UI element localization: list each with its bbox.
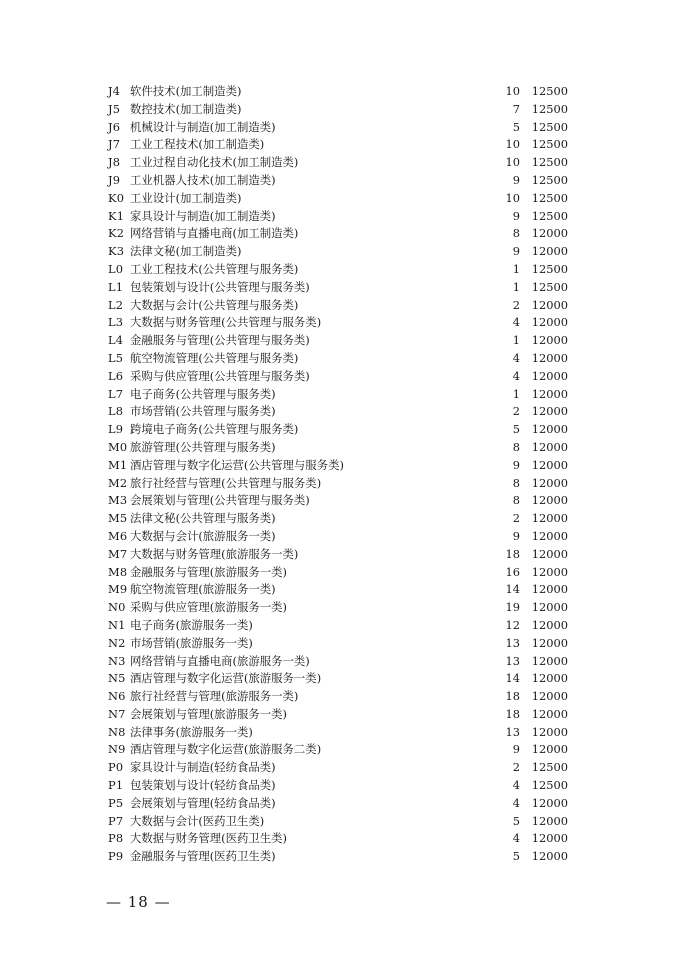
- tuition-fee: 12000: [531, 831, 568, 846]
- program-name: 软件技术(加工制造类): [130, 84, 242, 98]
- tuition-fee: 12000: [531, 511, 568, 526]
- table-row: [108, 421, 568, 439]
- tuition-fee: 12500: [531, 137, 568, 152]
- table-row: [108, 688, 568, 706]
- program-name: 大数据与会计(医药卫生类): [130, 813, 265, 828]
- program-code: J4: [108, 84, 121, 98]
- tuition-fee: 12000: [531, 315, 568, 330]
- program-code: M9: [108, 582, 128, 597]
- enrollment-count: 18: [505, 546, 520, 561]
- program-code: M3: [108, 493, 128, 508]
- table-row: [108, 528, 568, 546]
- program-name: 旅行社经营与管理(公共管理与服务类): [130, 475, 322, 490]
- table-row: [108, 386, 568, 404]
- tuition-fee: 12000: [531, 404, 568, 419]
- program-name: 工业设计(加工制造类): [130, 190, 242, 205]
- program-name: 市场营销(旅游服务一类): [130, 635, 253, 650]
- program-name: 酒店管理与数字化运营(旅游服务二类): [130, 742, 322, 757]
- enrollment-count: 18: [505, 689, 520, 704]
- table-row: [108, 136, 568, 154]
- program-name: 酒店管理与数字化运营(公共管理与服务类): [130, 457, 344, 472]
- program-code: M7: [108, 546, 128, 561]
- enrollment-count: 12: [505, 617, 520, 632]
- program-code: M6: [108, 528, 128, 543]
- table-row: [108, 492, 568, 510]
- enrollment-count: 9: [512, 244, 520, 259]
- program-code: L7: [108, 386, 124, 401]
- enrollment-count: 10: [505, 84, 520, 98]
- tuition-fee: 12500: [531, 172, 568, 187]
- tuition-fee: 12000: [531, 635, 568, 650]
- table-row: [108, 225, 568, 243]
- program-name: 会展策划与管理(轻纺食品类): [130, 795, 276, 810]
- tuition-fee: 12000: [531, 671, 568, 686]
- tuition-fee: 12500: [531, 261, 568, 276]
- program-code: J9: [108, 172, 121, 187]
- enrollment-count: 1: [512, 333, 520, 348]
- program-name: 包装策划与设计(轻纺食品类): [130, 778, 276, 793]
- enrollment-count: 4: [512, 350, 520, 365]
- table-row: [108, 243, 568, 261]
- tuition-fee: 12000: [531, 226, 568, 241]
- table-row: [108, 848, 568, 866]
- tuition-fee: 12000: [531, 422, 568, 437]
- table-row: [108, 830, 568, 848]
- enrollment-count: 13: [505, 724, 520, 739]
- table-row: [108, 635, 568, 653]
- tuition-fee: 12000: [531, 724, 568, 739]
- enrollment-count: 10: [505, 190, 520, 205]
- enrollment-count: 13: [505, 635, 520, 650]
- table-row: [108, 813, 568, 831]
- program-code: L6: [108, 368, 124, 383]
- tuition-fee: 12000: [531, 493, 568, 508]
- tuition-fee: 12000: [531, 333, 568, 348]
- table-row: [108, 653, 568, 671]
- table-row: [108, 261, 568, 279]
- program-code: M8: [108, 564, 128, 579]
- program-name: 电子商务(旅游服务一类): [130, 617, 253, 632]
- table-row: [108, 83, 568, 101]
- enrollment-count: 1: [512, 386, 520, 401]
- program-name: 家具设计与制造(加工制造类): [130, 208, 276, 223]
- program-code: M5: [108, 511, 128, 526]
- table-row: [108, 101, 568, 119]
- tuition-fee: 12000: [531, 617, 568, 632]
- table-row: [108, 368, 568, 386]
- enrollment-count: 8: [512, 439, 520, 454]
- enrollment-count: 7: [512, 101, 520, 116]
- table-row: [108, 581, 568, 599]
- program-code: N9: [108, 742, 126, 757]
- program-code: M1: [108, 457, 128, 472]
- program-name: 大数据与财务管理(公共管理与服务类): [130, 315, 322, 330]
- table-row: [108, 510, 568, 528]
- enrollment-count: 14: [505, 671, 520, 686]
- program-name: 金融服务与管理(医药卫生类): [130, 849, 276, 864]
- program-name: 网络营销与直播电商(旅游服务一类): [130, 653, 310, 668]
- program-name: 家具设计与制造(轻纺食品类): [130, 760, 276, 775]
- enrollment-count: 4: [512, 778, 520, 793]
- tuition-fee: 12500: [531, 101, 568, 116]
- program-name: 网络营销与直播电商(加工制造类): [130, 226, 299, 241]
- enrollment-count: 18: [505, 706, 520, 721]
- enrollment-count: 5: [512, 119, 520, 134]
- tuition-fee: 12500: [531, 760, 568, 775]
- enrollment-count: 8: [512, 475, 520, 490]
- table-row: [108, 759, 568, 777]
- program-code: K0: [108, 190, 125, 205]
- enrollment-count: 2: [512, 404, 520, 419]
- program-table: [108, 83, 568, 866]
- enrollment-count: 9: [512, 742, 520, 757]
- program-name: 旅行社经营与管理(旅游服务一类): [130, 689, 299, 704]
- table-row: [108, 403, 568, 421]
- program-code: L1: [108, 279, 124, 294]
- tuition-fee: 12000: [531, 706, 568, 721]
- table-row: [108, 154, 568, 172]
- table-row: [108, 564, 568, 582]
- enrollment-count: 8: [512, 226, 520, 241]
- table-row: [108, 297, 568, 315]
- program-code: M0: [108, 439, 128, 454]
- program-code: N8: [108, 724, 126, 739]
- program-code: J8: [108, 155, 121, 170]
- program-name: 工业机器人技术(加工制造类): [130, 172, 276, 187]
- table-row: [108, 190, 568, 208]
- program-code: N7: [108, 706, 126, 721]
- enrollment-count: 8: [512, 493, 520, 508]
- tuition-fee: 12500: [531, 778, 568, 793]
- table-row: [108, 279, 568, 297]
- enrollment-count: 9: [512, 172, 520, 187]
- program-name: 法律文秘(加工制造类): [130, 244, 242, 259]
- enrollment-count: 9: [512, 208, 520, 223]
- enrollment-count: 4: [512, 315, 520, 330]
- program-code: L9: [108, 422, 124, 437]
- table-row: [108, 546, 568, 564]
- program-name: 大数据与会计(旅游服务一类): [130, 528, 276, 543]
- table-row: [108, 439, 568, 457]
- enrollment-count: 1: [512, 279, 520, 294]
- program-name: 工业工程技术(公共管理与服务类): [130, 261, 299, 276]
- tuition-fee: 12000: [531, 244, 568, 259]
- program-name: 旅游管理(公共管理与服务类): [130, 439, 276, 454]
- table-row: [108, 457, 568, 475]
- program-name: 会展策划与管理(公共管理与服务类): [130, 493, 310, 508]
- tuition-fee: 12000: [531, 742, 568, 757]
- enrollment-count: 4: [512, 831, 520, 846]
- table-row: [108, 599, 568, 617]
- tuition-fee: 12500: [531, 190, 568, 205]
- program-name: 酒店管理与数字化运营(旅游服务一类): [130, 671, 322, 686]
- program-code: K2: [108, 226, 125, 241]
- program-name: 采购与供应管理(旅游服务一类): [130, 600, 287, 615]
- table-row: [108, 475, 568, 493]
- tuition-fee: 12000: [531, 368, 568, 383]
- tuition-fee: 12000: [531, 653, 568, 668]
- tuition-fee: 12000: [531, 297, 568, 312]
- table-row: [108, 795, 568, 813]
- tuition-fee: 12000: [531, 457, 568, 472]
- program-code: N0: [108, 600, 126, 615]
- enrollment-count: 4: [512, 368, 520, 383]
- table-row: [108, 724, 568, 742]
- program-name: 采购与供应管理(公共管理与服务类): [130, 368, 310, 383]
- table-row: [108, 332, 568, 350]
- table-row: [108, 314, 568, 332]
- program-code: L8: [108, 404, 124, 419]
- program-name: 会展策划与管理(旅游服务一类): [130, 706, 287, 721]
- program-code: L4: [108, 333, 124, 348]
- program-code: N2: [108, 635, 126, 650]
- program-name: 跨境电子商务(公共管理与服务类): [130, 422, 299, 437]
- tuition-fee: 12500: [531, 84, 568, 98]
- tuition-fee: 12000: [531, 564, 568, 579]
- enrollment-count: 2: [512, 760, 520, 775]
- program-code: L5: [108, 350, 124, 365]
- tuition-fee: 12000: [531, 600, 568, 615]
- table-row: [108, 172, 568, 190]
- table-row: [108, 119, 568, 137]
- table-row: [108, 350, 568, 368]
- program-name: 市场营销(公共管理与服务类): [130, 404, 276, 419]
- enrollment-count: 5: [512, 813, 520, 828]
- program-name: 电子商务(公共管理与服务类): [130, 386, 276, 401]
- program-code: L0: [108, 261, 124, 276]
- program-code: J6: [108, 119, 121, 134]
- tuition-fee: 12000: [531, 546, 568, 561]
- program-code: K3: [108, 244, 125, 259]
- tuition-fee: 12500: [531, 155, 568, 170]
- program-code: P0: [108, 760, 124, 775]
- program-name: 包装策划与设计(公共管理与服务类): [130, 279, 310, 294]
- tuition-fee: 12000: [531, 350, 568, 365]
- program-name: 大数据与会计(公共管理与服务类): [130, 297, 299, 312]
- program-name: 金融服务与管理(公共管理与服务类): [130, 333, 310, 348]
- program-name: 航空物流管理(公共管理与服务类): [130, 350, 299, 365]
- tuition-fee: 12000: [531, 813, 568, 828]
- enrollment-count: 14: [505, 582, 520, 597]
- program-name: 机械设计与制造(加工制造类): [130, 119, 276, 134]
- enrollment-count: 5: [512, 422, 520, 437]
- program-code: P1: [108, 778, 124, 793]
- enrollment-count: 2: [512, 511, 520, 526]
- table-row: [108, 617, 568, 635]
- table-row: [108, 208, 568, 226]
- program-code: J7: [108, 137, 121, 152]
- enrollment-count: 9: [512, 528, 520, 543]
- table-row: [108, 741, 568, 759]
- tuition-fee: 12000: [531, 439, 568, 454]
- enrollment-count: 19: [505, 600, 520, 615]
- enrollment-count: 10: [505, 137, 520, 152]
- tuition-fee: 12500: [531, 208, 568, 223]
- program-name: 工业工程技术(加工制造类): [130, 137, 265, 152]
- program-code: P5: [108, 795, 124, 810]
- tuition-fee: 12500: [531, 279, 568, 294]
- tuition-fee: 12000: [531, 689, 568, 704]
- program-code: J5: [108, 101, 121, 116]
- enrollment-count: 10: [505, 155, 520, 170]
- program-code: M2: [108, 475, 128, 490]
- program-code: P7: [108, 813, 124, 828]
- enrollment-count: 5: [512, 849, 520, 864]
- tuition-fee: 12000: [531, 849, 568, 864]
- program-name: 法律事务(旅游服务一类): [130, 724, 253, 739]
- program-code: L3: [108, 315, 124, 330]
- program-name: 大数据与财务管理(旅游服务一类): [130, 546, 299, 561]
- program-code: P9: [108, 849, 124, 864]
- program-name: 法律文秘(公共管理与服务类): [130, 511, 276, 526]
- enrollment-count: 16: [505, 564, 520, 579]
- program-code: N1: [108, 617, 126, 632]
- table-row: [108, 777, 568, 795]
- tuition-fee: 12000: [531, 528, 568, 543]
- program-code: N3: [108, 653, 126, 668]
- page-number: — 18 —: [106, 893, 171, 911]
- tuition-fee: 12000: [531, 582, 568, 597]
- enrollment-count: 4: [512, 795, 520, 810]
- program-name: 金融服务与管理(旅游服务一类): [130, 564, 287, 579]
- table-row: [108, 706, 568, 724]
- program-name: 工业过程自动化技术(加工制造类): [130, 155, 299, 170]
- tuition-fee: 12000: [531, 386, 568, 401]
- program-code: K1: [108, 208, 125, 223]
- enrollment-count: 9: [512, 457, 520, 472]
- program-code: N5: [108, 671, 126, 686]
- enrollment-count: 1: [512, 261, 520, 276]
- tuition-fee: 12000: [531, 795, 568, 810]
- table-row: [108, 670, 568, 688]
- program-name: 大数据与财务管理(医药卫生类): [130, 831, 287, 846]
- program-name: 数控技术(加工制造类): [130, 101, 242, 116]
- enrollment-count: 13: [505, 653, 520, 668]
- program-code: L2: [108, 297, 124, 312]
- program-code: N6: [108, 689, 126, 704]
- tuition-fee: 12000: [531, 475, 568, 490]
- enrollment-count: 2: [512, 297, 520, 312]
- program-code: P8: [108, 831, 124, 846]
- tuition-fee: 12500: [531, 119, 568, 134]
- program-name: 航空物流管理(旅游服务一类): [130, 582, 276, 597]
